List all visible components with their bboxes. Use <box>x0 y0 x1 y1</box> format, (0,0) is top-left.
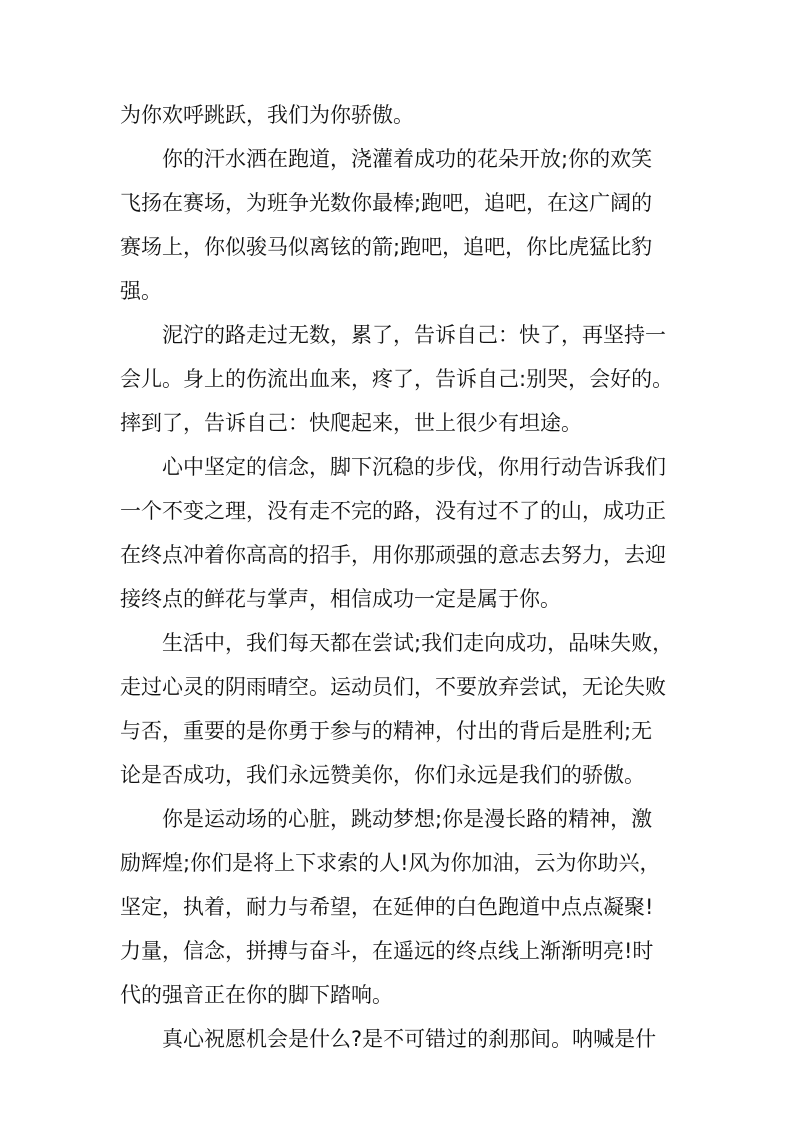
text-line: 坚定，执着，耐力与希望，在延伸的白色跑道中点点凝聚! <box>120 895 654 919</box>
text-line: 你的汗水洒在跑道，浇灌着成功的花朵开放;你的欢笑 <box>162 147 653 171</box>
text-line: 一个不变之理，没有走不完的路，没有过不了的山，成功正 <box>120 499 666 523</box>
text-line: 赛场上，你似骏马似离铉的箭;跑吧，追吧，你比虎猛比豹 <box>120 235 653 259</box>
text-line: 心中坚定的信念，脚下沉稳的步伐，你用行动告诉我们 <box>162 455 666 479</box>
text-line: 与否，重要的是你勇于参与的精神，付出的背后是胜利;无 <box>120 719 653 743</box>
text-line: 强。 <box>120 279 162 303</box>
text-line: 飞扬在赛场，为班争光数你最棒;跑吧，追吧，在这广阔的 <box>120 191 653 215</box>
text-line: 论是否成功，我们永远赞美你，你们永远是我们的骄傲。 <box>120 763 645 787</box>
text-line: 为你欢呼跳跃，我们为你骄傲。 <box>120 103 414 127</box>
text-line: 代的强音正在你的脚下踏响。 <box>120 983 393 1007</box>
text-line: 生活中，我们每天都在尝试;我们走向成功，品味失败， <box>162 631 674 655</box>
text-line: 真心祝愿机会是什么?是不可错过的刹那间。呐喊是什 <box>162 1027 657 1051</box>
text-line: 泥泞的路走过无数，累了，告诉自己：快了，再坚持一 <box>162 323 666 347</box>
text-line: 力量，信念，拼搏与奋斗，在遥远的终点线上渐渐明亮!时 <box>120 939 654 963</box>
text-line: 走过心灵的阴雨晴空。运动员们，不要放弃尝试，无论失败 <box>120 675 666 699</box>
text-line: 会儿。身上的伤流出血来，疼了，告诉自己:别哭，会好的。 <box>120 367 674 391</box>
text-line: 你是运动场的心脏，跳动梦想;你是漫长路的精神，激 <box>162 807 653 831</box>
text-line: 接终点的鲜花与掌声，相信成功一定是属于你。 <box>120 587 561 611</box>
text-line: 摔到了，告诉自己：快爬起来，世上很少有坦途。 <box>120 411 582 435</box>
text-line: 励辉煌;你们是将上下求索的人!风为你加油，云为你助兴， <box>120 851 661 875</box>
text-line: 在终点冲着你高高的招手，用你那顽强的意志去努力，去迎 <box>120 543 666 567</box>
